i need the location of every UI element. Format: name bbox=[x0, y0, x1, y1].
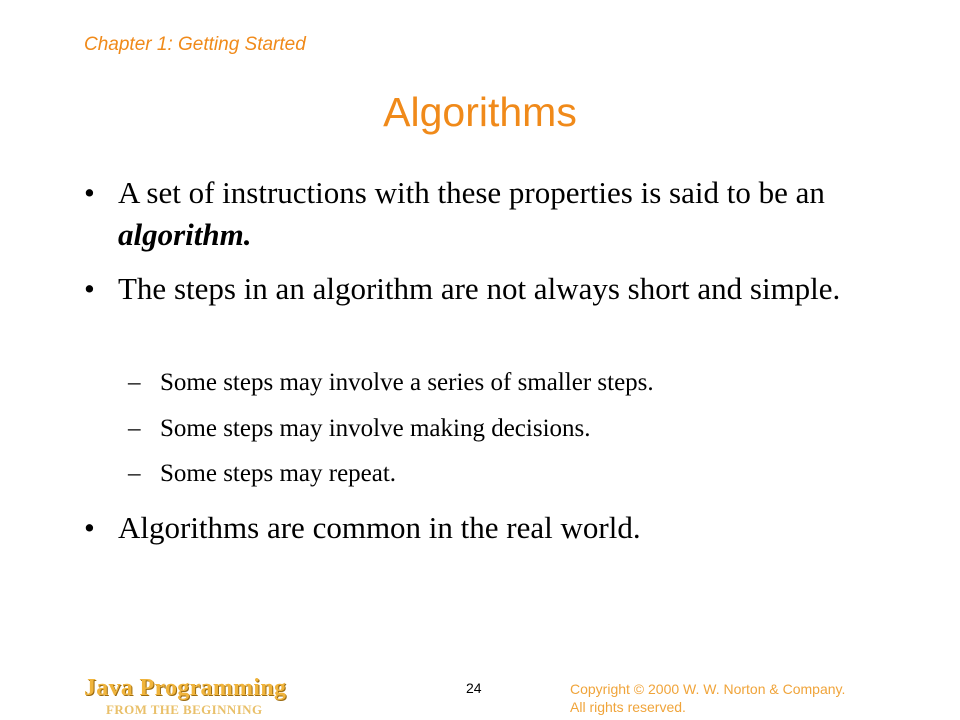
sub-bullet-text: Some steps may involve making decisions. bbox=[160, 415, 591, 442]
bullet-marker: • bbox=[84, 175, 95, 210]
bullet-marker: • bbox=[84, 510, 95, 545]
dash-marker: – bbox=[128, 460, 141, 487]
bullet-item-3 bbox=[84, 507, 884, 549]
bullet-item-2 bbox=[84, 268, 884, 310]
bullet-text-part: A set of instructions with these properties is said to be an bbox=[118, 175, 825, 210]
sub-bullet-item-1 bbox=[128, 367, 888, 399]
copyright-line: Copyright © 2000 W. W. Norton & Company. bbox=[570, 681, 846, 697]
sub-bullet-text: Some steps may involve a series of smaller steps. bbox=[160, 369, 654, 396]
copyright-line: All rights reserved. bbox=[570, 699, 686, 715]
bullet-emphasis: algorithm. bbox=[118, 217, 252, 252]
copyright-notice bbox=[570, 680, 845, 716]
logo-subtitle: FROM THE BEGINNING bbox=[106, 702, 263, 717]
book-logo bbox=[84, 675, 286, 717]
logo-title: Java Programming bbox=[84, 675, 287, 701]
bullet-text bbox=[118, 172, 884, 256]
page-number: 24 bbox=[466, 680, 482, 696]
dash-marker: – bbox=[128, 415, 141, 442]
sub-bullet-item-3 bbox=[128, 458, 888, 490]
bullet-item-1 bbox=[84, 172, 884, 256]
sub-bullet-text: Some steps may repeat. bbox=[160, 460, 397, 487]
bullet-marker: • bbox=[84, 271, 95, 306]
slide-title: Algorithms bbox=[383, 89, 577, 135]
bullet-text: The steps in an algorithm are not always short and simple. bbox=[118, 271, 841, 306]
chapter-label: Chapter 1: Getting Started bbox=[84, 34, 306, 55]
sub-bullet-item-2 bbox=[128, 413, 888, 445]
bullet-text: Algorithms are common in the real world. bbox=[118, 510, 641, 545]
dash-marker: – bbox=[128, 369, 141, 396]
